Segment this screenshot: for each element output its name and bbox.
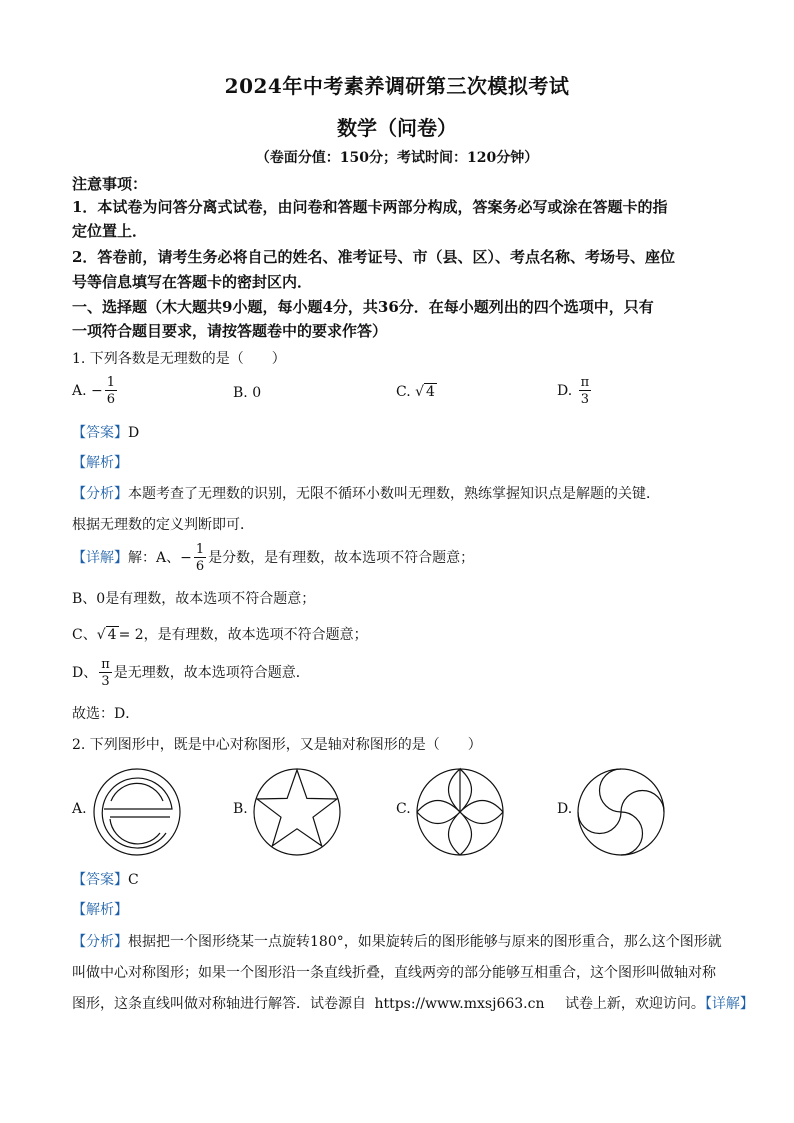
section-1-line-2: 一项符合题目要求，请按答题卷中的要求作答）	[72, 322, 388, 340]
petal-left-top	[417, 801, 460, 813]
q2-analysis-tag: 【解析】	[72, 902, 128, 918]
q1-option-c-radicand: 4	[426, 384, 435, 400]
star-shape	[257, 770, 337, 846]
q1-option-c	[396, 384, 437, 400]
q1-option-c-label: C.	[396, 384, 411, 400]
e-shape-lower	[110, 819, 160, 844]
q1-option-a	[72, 376, 119, 406]
q2-answer-tag: 【答案】	[72, 872, 128, 888]
q1-detail-d	[72, 658, 310, 688]
q2-analysis-line-1	[72, 931, 722, 951]
q1-detail-d-pre: D、	[72, 665, 98, 681]
q2-figure-b	[252, 767, 342, 857]
q1-choice: 故选：D．	[72, 706, 140, 722]
q1-option-d-denominator: 3	[580, 392, 590, 407]
q1-answer-tag: 【答案】	[72, 425, 128, 441]
q1-detail-c-equals: = 2	[118, 627, 144, 643]
q1-option-a-numerator: 1	[106, 375, 116, 390]
q1-option-a-sign: −	[91, 383, 103, 399]
note-1-line-2: 定位置上．	[72, 222, 148, 240]
q1-detail-c-radicand: 4	[107, 627, 117, 643]
petal-bottom-right	[460, 812, 472, 855]
q1-detail-a-denominator: 6	[195, 559, 205, 574]
e-shape-inner	[111, 783, 163, 801]
circle-outline	[254, 769, 340, 855]
q1-option-d-label: D.	[557, 383, 573, 399]
q1-analysis	[72, 483, 660, 503]
section-1-line-1: 一、选择题（木大题共9小题，每小题4分，共36分．在每小题列出的四个选项中，只有	[72, 298, 654, 316]
q1-detail-a-fraction	[194, 543, 206, 573]
q2-option-a-label: A.	[72, 801, 87, 817]
q1-option-d-fraction	[579, 376, 592, 406]
q1-fenxi-text: 本题考查了无理数的识别，无限不循环小数叫无理数，熟练掌握知识点是解题的关键．	[128, 486, 660, 502]
swirl-horizontal	[578, 791, 664, 834]
q2-answer	[72, 869, 139, 889]
q2-stem: 2. 下列图形中，既是中心对称图形，又是轴对称图形的是（ ）	[72, 737, 482, 753]
note-2-line-2: 号等信息填写在答题卡的密封区内．	[72, 273, 313, 291]
q2-answer-value: C	[128, 872, 139, 888]
q1-detail-a-pre: 解：A、	[128, 550, 181, 566]
note-2-line-1: 2．答卷前，请考生务必将自己的姓名、准考证号、市（县、区）、考点名称、考场号、座位	[72, 248, 675, 266]
q1-fenxi-tag: 【分析】	[72, 486, 128, 502]
petal-top-right	[460, 769, 472, 812]
q1-answer-value: D	[128, 425, 140, 441]
q2-figure-d	[576, 767, 666, 857]
q2-figure-a	[92, 767, 182, 857]
q1-analysis-tag: 【解析】	[72, 455, 128, 471]
radical-sign-icon: √	[96, 627, 106, 643]
q2-line3-pre: 图形，这条直线叫做对称轴进行解答．试卷源自	[72, 996, 366, 1012]
q1-detail-d-post: 是无理数，故本选项符合题意．	[113, 665, 310, 681]
q2-fenxi-tag: 【分析】	[72, 934, 128, 950]
petal-right-bottom	[460, 812, 503, 824]
q1-detail-tag: 【详解】	[72, 550, 128, 566]
circle-outline	[94, 769, 180, 855]
q1-option-d	[557, 376, 593, 406]
petal-right-top	[460, 801, 503, 813]
notes-heading: 注意事项：	[72, 175, 148, 193]
exam-meta: （卷面分值：150分；考试时间：120分钟）	[255, 150, 539, 166]
q2-line3-post: 试卷上新，欢迎访问。	[564, 996, 705, 1012]
radical-sign-icon: √	[415, 384, 425, 400]
q1-option-d-numerator: π	[580, 375, 590, 390]
q2-option-b-label: B.	[233, 801, 248, 817]
q1-detail-d-fraction	[99, 658, 112, 688]
q2-detail-tag: 【详解】	[704, 996, 754, 1012]
q1-detail-b: B、0是有理数，故本选项不符合题意；	[72, 591, 316, 607]
q1-detail-a-numerator: 1	[195, 542, 205, 557]
q1-detail-c	[72, 624, 368, 644]
petal-left-bottom	[417, 812, 460, 824]
q1-option-a-fraction	[105, 376, 117, 406]
q1-detail-a-post: 是分数，是有理数，故本选项不符合题意；	[208, 550, 475, 566]
q1-detail-d-numerator: π	[101, 657, 110, 672]
q1-detail-a	[72, 543, 474, 573]
q1-stem: 1. 下列各数是无理数的是（ ）	[72, 351, 286, 367]
petal-top-left	[449, 769, 461, 812]
q1-option-a-label: A.	[72, 383, 87, 399]
q1-option-a-denominator: 6	[106, 392, 116, 407]
exam-subtitle: 数学（问卷）	[337, 116, 457, 140]
q2-fenxi-text-1: 根据把一个图形绕某一点旋转180°，如果旋转后的图形能够与原来的图形重合，那么这个图形就	[128, 934, 722, 950]
note-1-line-1: 1．本试卷为问答分离式试卷，由问卷和答题卡两部分构成，答案务必写或涂在答题卡的指	[72, 198, 668, 216]
q1-detail-c-pre: C、	[72, 627, 97, 643]
q2-analysis-line-3	[72, 993, 754, 1013]
q2-option-c-label: C.	[396, 801, 411, 817]
q1-option-b: B. 0	[233, 385, 262, 401]
q1-detail-c-post: ，是有理数，故本选项不符合题意；	[143, 627, 368, 643]
q2-figure-c	[415, 767, 505, 857]
q2-analysis-line-2: 叫做中心对称图形；如果一个图形沿一条直线折叠，直线两旁的部分能够互相重合，这个图形叫做轴对称	[72, 965, 716, 981]
q1-detail-a-sign: −	[180, 550, 192, 566]
q1-rule: 根据无理数的定义判断即可．	[72, 517, 254, 533]
q2-option-d-label: D.	[557, 801, 573, 817]
q1-answer	[72, 422, 139, 442]
e-shape-outer	[102, 778, 172, 848]
q1-option-c-sqrt	[415, 384, 437, 400]
exam-title: 2024年中考素养调研第三次模拟考试	[224, 74, 570, 98]
q1-detail-d-denominator: 3	[101, 674, 110, 689]
petal-bottom-left	[449, 812, 461, 855]
source-link[interactable]: https://www.mxsj663.cn	[374, 996, 545, 1012]
q1-detail-c-sqrt	[97, 627, 119, 643]
